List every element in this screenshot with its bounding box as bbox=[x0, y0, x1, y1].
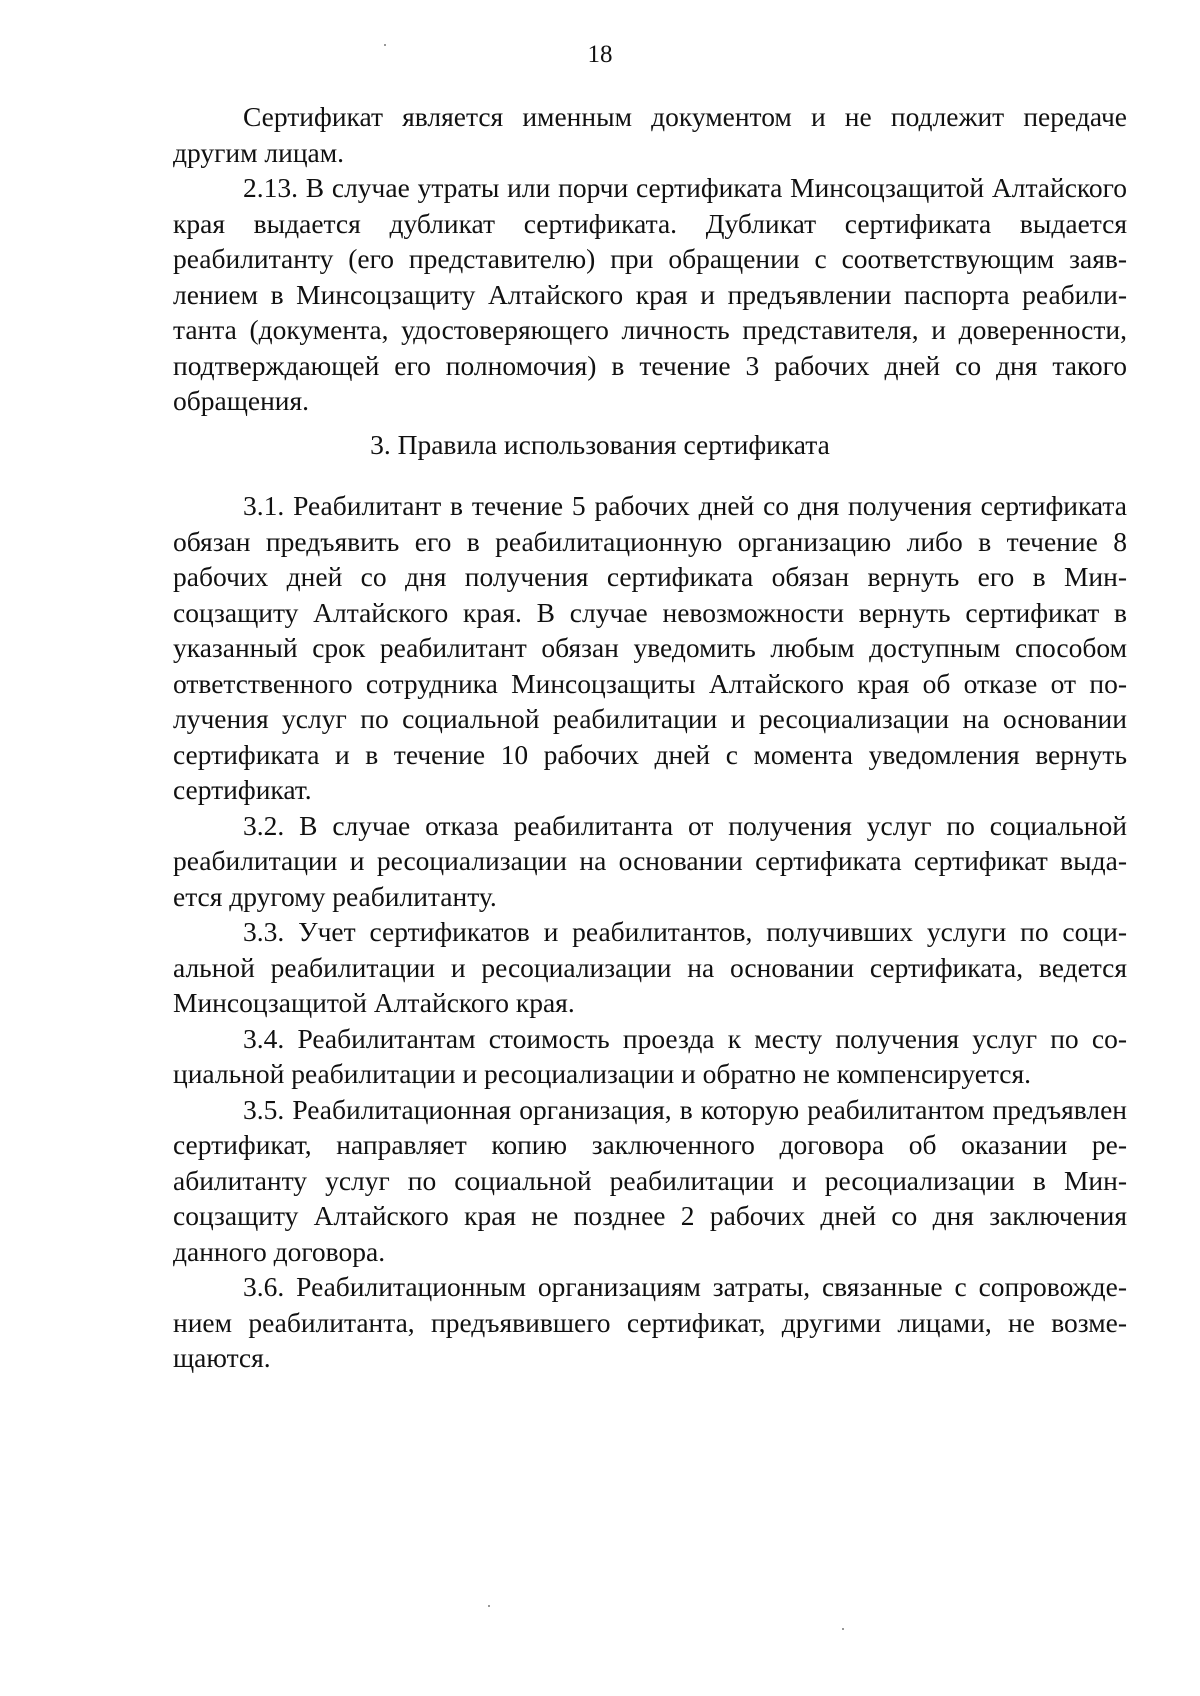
scan-speck bbox=[488, 1605, 490, 1607]
paragraph-3-1: 3.1. Реабилитант в течение 5 рабочих дней со дня получения сертификата обязан предъявить его в реабилитационную организацию либо в течение 8 рабочих дней со дня получения сертификата обязан вернуть его в Минсоцзащиту Алтайского края. В случае невозможности вернуть сертификат в указанный срок реабилитант обязан уведомить любым доступным способом ответственного сотрудника Минсоцзащиты Алтайского края об отказе от получения услуг по социальной реабилитации и ресоциализации на основании сертификата и в течение 10 рабочих дней с момента уведомления вернуть сертификат. bbox=[173, 490, 1127, 805]
paragraph-certificate-nominal: Сертификат является именным документом и не подлежит передаче другим лицам. bbox=[173, 101, 1127, 168]
paragraph-3-5: 3.5. Реабилитационная организация, в которую реабилитантом предъявлен сертификат, направляет копию заключенного договора об оказании реабилитанту услуг по социальной реабилитации и ресоциализации в Минсоцзащиту Алтайского края не позднее 2 рабочих дней со дня заключения данного договора. bbox=[173, 1093, 1127, 1267]
intro-text-block bbox=[173, 99, 1127, 419]
paragraph-3-4: 3.4. Реабилитантам стоимость проезда к месту получения услуг по социальной реабилитации и ресоциализации и обратно не компенсируется. bbox=[173, 1022, 1127, 1089]
section-3-text-block bbox=[173, 488, 1127, 1376]
paragraph-3-2: 3.2. В случае отказа реабилитанта от получения услуг по социальной реабилитации и ресоциализации на основании сертификата сертификат выдается другому реабилитанту. bbox=[173, 809, 1127, 912]
paragraph-2-13: 2.13. В случае утраты или порчи сертификата Минсоцзащитой Алтайского края выдается дубликат сертификата. Дубликат сертификата выдается реабилитанту (его представителю) при обращении с соответствующим заявлением в Минсоцзащиту Алтайского края и предъявлении паспорта реабилитанта (документа, удостоверяющего личность представителя, и доверенности, подтверждающей его полномочия) в течение 3 рабочих дней со дня такого обращения. bbox=[173, 172, 1127, 416]
page-number: 18 bbox=[587, 41, 613, 68]
paragraph-3-3: 3.3. Учет сертификатов и реабилитантов, получивших услуги по социальной реабилитации и ресоциализации на основании сертификата, ведется Минсоцзащитой Алтайского края. bbox=[173, 916, 1127, 1018]
scan-speck bbox=[384, 44, 386, 46]
paragraph-3-6: 3.6. Реабилитационным организациям затраты, связанные с сопровождением реабилитанта, предъявившего сертификат, другими лицами, не возмещаются. bbox=[173, 1271, 1127, 1373]
section-heading: 3. Правила использования сертификата bbox=[370, 429, 830, 460]
scan-speck bbox=[842, 1628, 844, 1630]
